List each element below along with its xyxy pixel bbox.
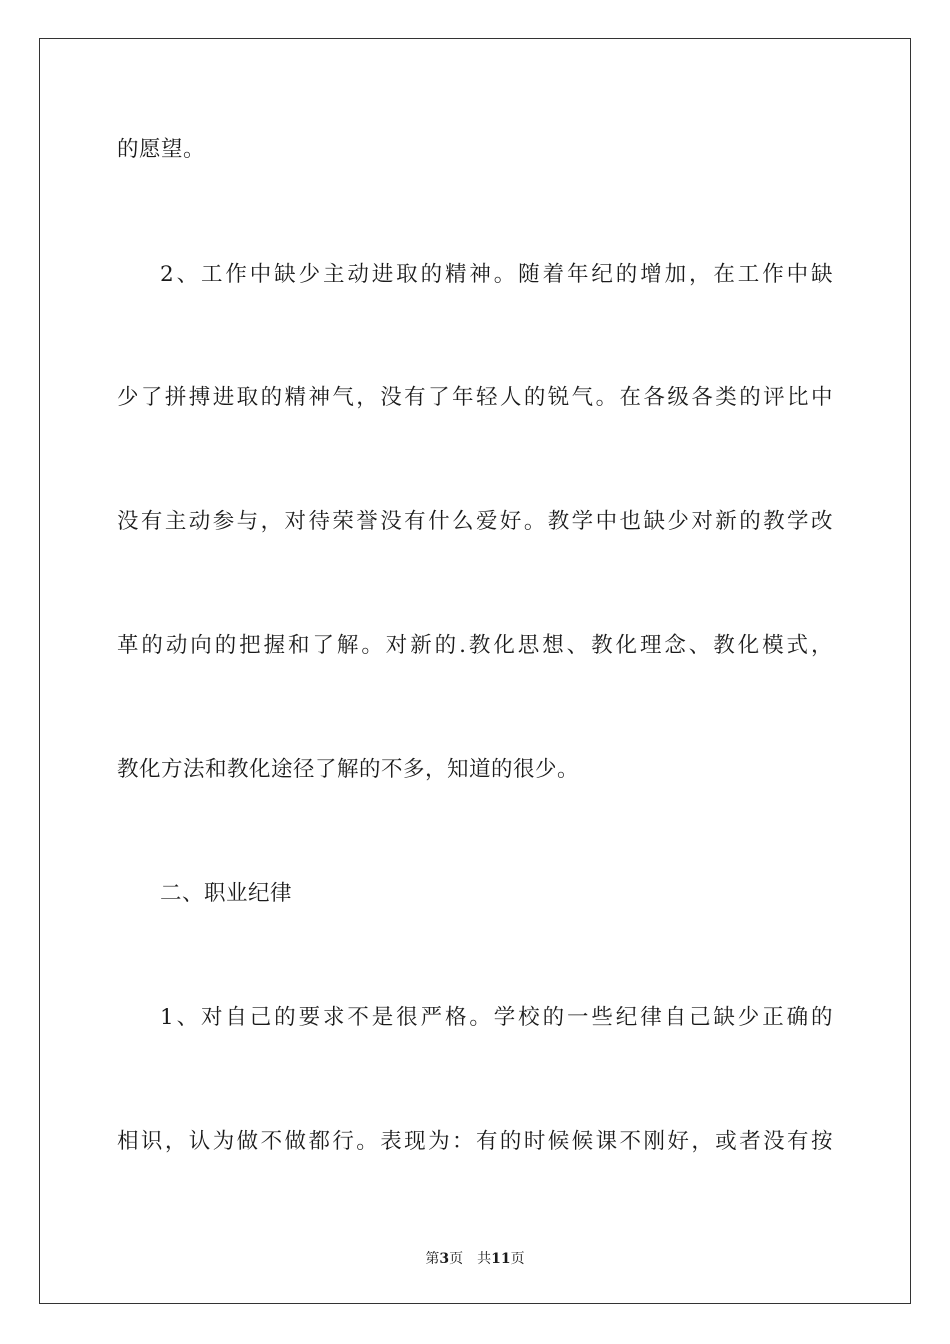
text-line-3: 少了拼搏进取的精神气，没有了年轻人的锐气。在各级各类的评比中 xyxy=(117,385,833,410)
text-line-2: 2、工作中缺少主动进取的精神。随着年纪的增加，在工作中缺 xyxy=(160,262,833,287)
text-line-4: 没有主动参与，对待荣誉没有什么爱好。教学中也缺少对新的教学改 xyxy=(117,509,833,534)
text-line-1: 的愿望。 xyxy=(117,137,206,162)
page-frame xyxy=(39,38,911,1304)
page-footer xyxy=(0,1248,950,1268)
page-suffix: 页 xyxy=(449,1251,464,1267)
section-heading: 二、职业纪律 xyxy=(160,881,293,906)
total-prefix: 共 xyxy=(477,1251,492,1267)
page-number: 3 xyxy=(439,1251,450,1267)
text-line-8: 1、对自己的要求不是很严格。学校的一些纪律自己缺少正确的 xyxy=(160,1005,833,1030)
text-line-6: 教化方法和教化途径了解的不多，知道的很少。 xyxy=(117,757,580,782)
total-pages: 11 xyxy=(491,1251,511,1267)
text-line-5: 革的动向的把握和了解。对新的.教化思想、教化理念、教化模式， xyxy=(117,633,833,658)
page-prefix: 第 xyxy=(425,1251,440,1267)
text-line-9: 相识，认为做不做都行。表现为：有的时候候课不刚好，或者没有按 xyxy=(117,1129,833,1154)
total-suffix: 页 xyxy=(510,1251,525,1267)
